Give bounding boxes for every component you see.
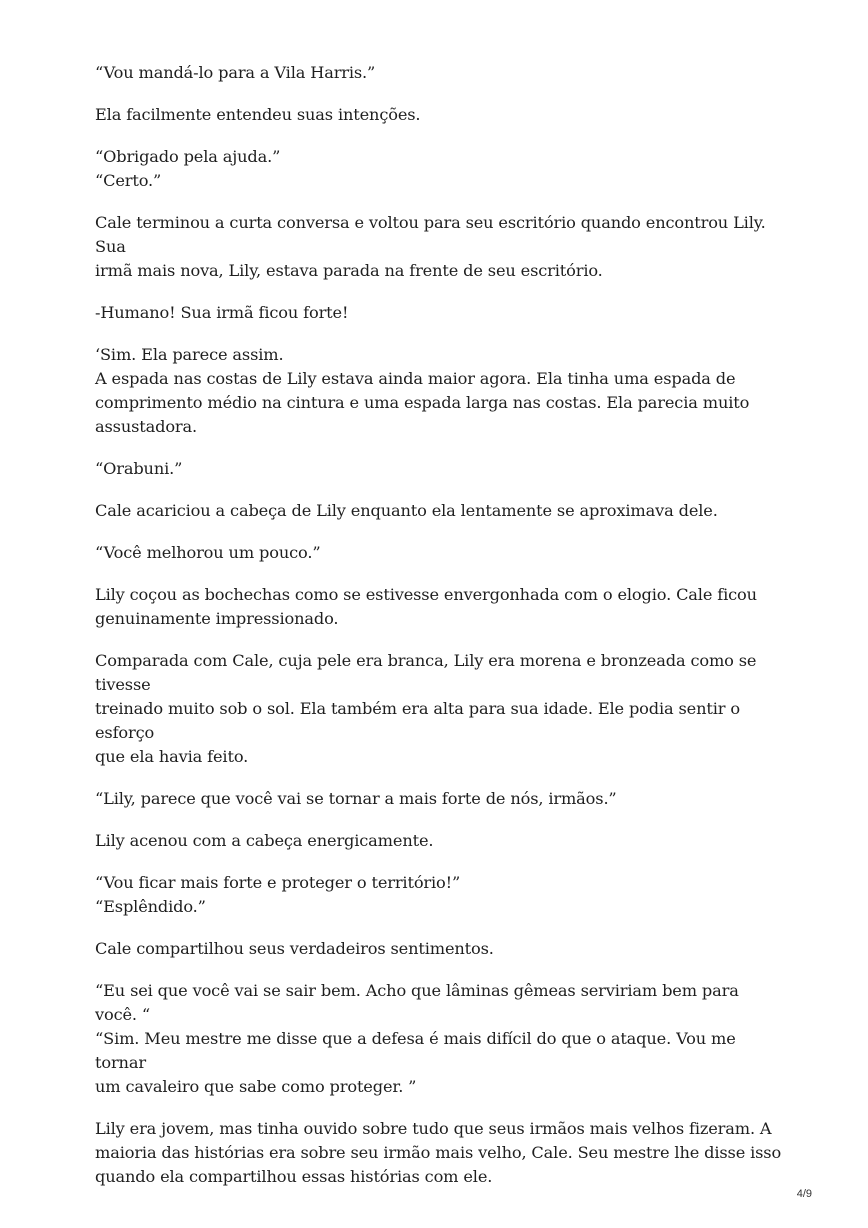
document-body xyxy=(95,61,785,1207)
paragraph xyxy=(95,145,785,193)
paragraph xyxy=(95,937,785,961)
paragraph xyxy=(95,457,785,481)
page-number: 4/9 xyxy=(796,1188,812,1200)
paragraph xyxy=(95,61,785,85)
text-line: “Sim. Meu mestre me disse que a defesa é mais difícil do que o ataque. Vou me tornar xyxy=(95,1029,736,1072)
text-line: Lily acenou com a cabeça energicamente. xyxy=(95,831,434,850)
text-line: “Orabuni.” xyxy=(95,459,183,478)
text-line: Ela facilmente entendeu suas intenções. xyxy=(95,105,421,124)
text-line: “Você melhorou um pouco.” xyxy=(95,543,321,562)
paragraph xyxy=(95,871,785,919)
text-line: “Esplêndido.” xyxy=(95,897,206,916)
text-line: Cale compartilhou seus verdadeiros sentimentos. xyxy=(95,939,494,958)
text-line: genuinamente impressionado. xyxy=(95,609,339,628)
text-line: Cale terminou a curta conversa e voltou para seu escritório quando encontrou Lily. Sua xyxy=(95,213,766,256)
text-line: comprimento médio na cintura e uma espada larga nas costas. Ela parecia muito xyxy=(95,393,750,412)
text-line: Lily coçou as bochechas como se estivesse envergonhada com o elogio. Cale ficou xyxy=(95,585,757,604)
text-line: Cale acariciou a cabeça de Lily enquanto ela lentamente se aproximava dele. xyxy=(95,501,718,520)
text-line: “Lily, parece que você vai se tornar a mais forte de nós, irmãos.” xyxy=(95,789,617,808)
text-line: irmã mais nova, Lily, estava parada na frente de seu escritório. xyxy=(95,261,603,280)
text-line: que ela havia feito. xyxy=(95,747,249,766)
text-line: A espada nas costas de Lily estava ainda maior agora. Ela tinha uma espada de xyxy=(95,369,736,388)
text-line: -Humano! Sua irmã ficou forte! xyxy=(95,303,349,322)
text-line: ‘Sim. Ela parece assim. xyxy=(95,345,284,364)
paragraph xyxy=(95,979,785,1099)
text-line: “Vou ficar mais forte e proteger o território!” xyxy=(95,873,461,892)
paragraph xyxy=(95,1117,785,1189)
text-line: Comparada com Cale, cuja pele era branca, Lily era morena e bronzeada como se tivesse xyxy=(95,651,757,694)
text-line: “Obrigado pela ajuda.” xyxy=(95,147,281,166)
paragraph xyxy=(95,787,785,811)
text-line: um cavaleiro que sabe como proteger. ” xyxy=(95,1077,417,1096)
text-line: “Certo.” xyxy=(95,171,162,190)
paragraph xyxy=(95,301,785,325)
paragraph xyxy=(95,541,785,565)
text-line: quando ela compartilhou essas histórias com ele. xyxy=(95,1167,493,1186)
paragraph xyxy=(95,583,785,631)
paragraph xyxy=(95,499,785,523)
paragraph xyxy=(95,343,785,439)
text-line: Lily era jovem, mas tinha ouvido sobre tudo que seus irmãos mais velhos fizeram. A xyxy=(95,1119,772,1138)
text-line: “Vou mandá-lo para a Vila Harris.” xyxy=(95,63,376,82)
paragraph xyxy=(95,211,785,283)
paragraph xyxy=(95,649,785,769)
text-line: treinado muito sob o sol. Ela também era alta para sua idade. Ele podia sentir o esforço xyxy=(95,699,740,742)
text-line: “Eu sei que você vai se sair bem. Acho que lâminas gêmeas serviriam bem para você. “ xyxy=(95,981,739,1024)
text-line: assustadora. xyxy=(95,417,197,436)
paragraph xyxy=(95,103,785,127)
paragraph xyxy=(95,829,785,853)
text-line: maioria das histórias era sobre seu irmão mais velho, Cale. Seu mestre lhe disse isso xyxy=(95,1143,782,1162)
